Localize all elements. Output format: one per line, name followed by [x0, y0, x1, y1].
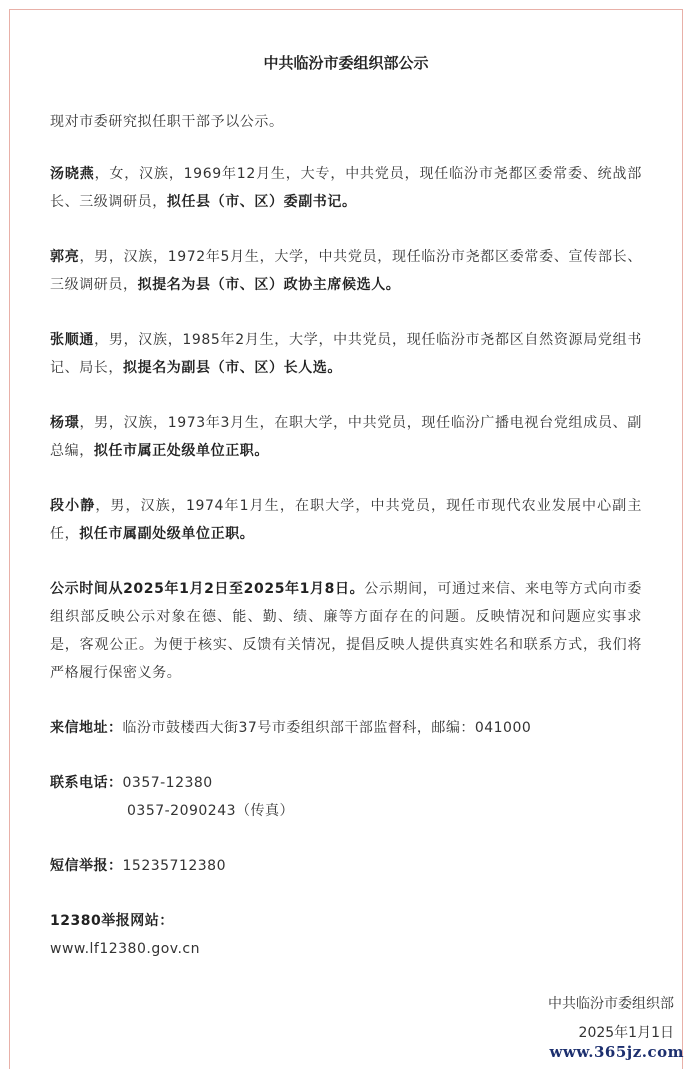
signature-date: 2025年1月1日 [578, 1025, 674, 1041]
candidate-name: 汤晓燕 [50, 166, 95, 182]
sms-value: 15235712380 [122, 858, 226, 874]
web-link[interactable]: www.lf12380.gov.cn [50, 941, 200, 957]
candidate-1 [50, 160, 642, 216]
phone-value-2: 0357-2090243（传真） [127, 803, 295, 819]
candidate-name: 杨璟 [50, 415, 80, 431]
candidate-proposal: 拟提名为副县（市、区）长人选。 [123, 360, 342, 376]
sms-row [50, 852, 226, 880]
candidate-info: ，女，汉族，1969年12月生，大专，中共党员，现任临汾市尧都区委常委、统战部长、三级调研员， [50, 166, 642, 210]
candidate-info: ，男，汉族，1974年1月生，在职大学，中共党员，现任市现代农业发展中心副主任， [50, 498, 642, 542]
candidate-info: ，男，汉族，1972年5月生，大学，中共党员，现任临汾市尧都区委常委、宣传部长、三级调研员， [50, 249, 642, 293]
candidate-name: 郭亮 [50, 249, 80, 265]
candidate-proposal: 拟任县（市、区）委副书记。 [166, 194, 357, 210]
web-label-row [50, 907, 174, 935]
watermark: www.365jz.com [549, 1043, 684, 1061]
address-label: 来信地址： [50, 720, 123, 736]
address-value: 临汾市鼓楼西大街37号市委组织部干部监督科，邮编：041000 [122, 720, 532, 736]
candidate-proposal: 拟任市属正处级单位正职。 [93, 443, 270, 459]
candidate-4 [50, 409, 642, 465]
period-bold: 公示时间从2025年1月2日至2025年1月8日。 [50, 581, 365, 597]
intro-text: 现对市委研究拟任职干部予以公示。 [50, 114, 284, 130]
phone-row [50, 769, 213, 797]
sms-label: 短信举报： [50, 858, 123, 874]
candidate-3 [50, 326, 642, 382]
publicity-period [50, 575, 642, 687]
candidate-name: 张顺通 [50, 332, 95, 348]
candidate-proposal: 拟提名为县（市、区）政协主席候选人。 [137, 277, 401, 293]
intro-block [50, 108, 642, 136]
web-row [50, 935, 200, 963]
period-text: 公示期间，可通过来信、来电等方式向市委组织部反映公示对象在德、能、勤、绩、廉等方面存在的问题。反映情况和问题应实事求是，客观公正。为便于核实、反馈有关情况，提倡反映人提供真实姓名和联系方式，我们将严格履行保密义务。 [50, 581, 642, 681]
web-label: 12380举报网站： [50, 913, 174, 929]
candidate-name: 段小静 [50, 498, 96, 514]
phone-label: 联系电话： [50, 775, 123, 791]
phone-row-2 [127, 797, 294, 825]
candidate-5 [50, 492, 642, 548]
candidate-2 [50, 243, 642, 299]
candidate-proposal: 拟任市属副处级单位正职。 [79, 526, 255, 542]
signature-org: 中共临汾市委组织部 [548, 996, 674, 1012]
phone-value-1: 0357-12380 [122, 775, 213, 791]
address-row [50, 714, 531, 742]
page-title: 中共临汾市委组织部公示 [263, 54, 429, 72]
candidate-info: ，男，汉族，1973年3月生，在职大学，中共党员，现任临汾广播电视台党组成员、副总编， [50, 415, 642, 459]
candidate-info: ，男，汉族，1985年2月生，大学，中共党员，现任临汾市尧都区自然资源局党组书记、局长， [50, 332, 642, 376]
